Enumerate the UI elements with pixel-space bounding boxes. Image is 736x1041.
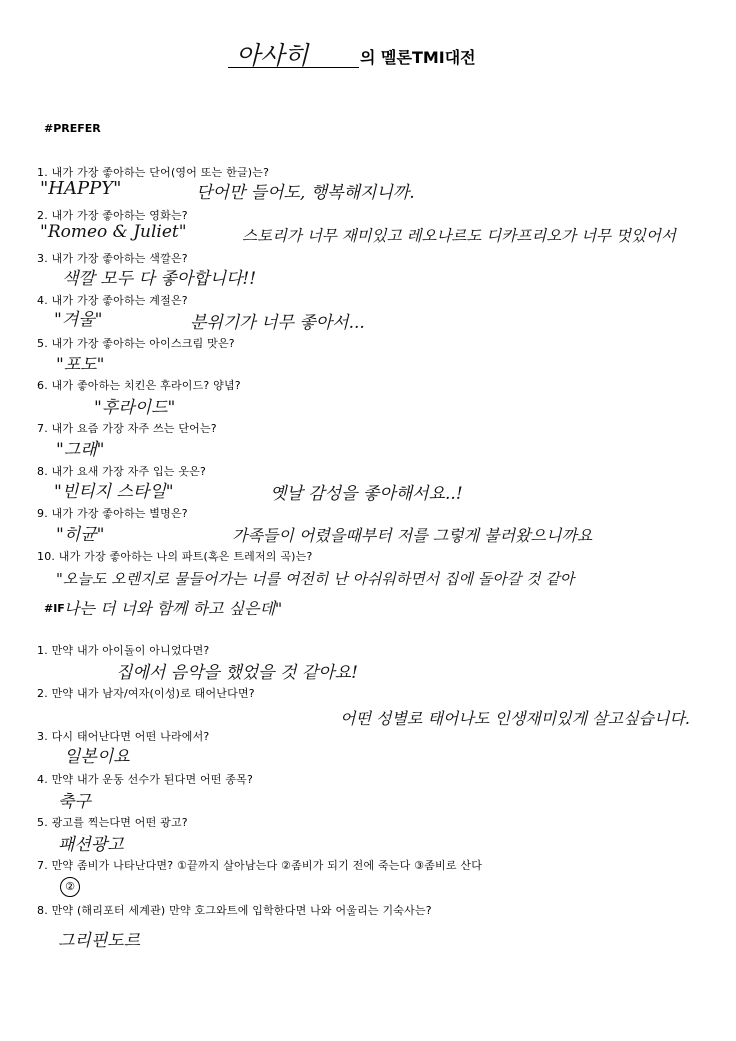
answer: 축구 xyxy=(58,792,91,812)
question: 5. 내가 가장 좋아하는 아이스크림 맛은? xyxy=(37,337,235,350)
answer: "겨울" xyxy=(54,310,103,330)
answer-comment: 스토리가 너무 재미있고 레오나르도 디카프리오가 너무 멋있어서 xyxy=(242,227,676,245)
answer: 집에서 음악을 했었을 것 같아요! xyxy=(116,663,358,683)
answer: "Romeo & Juliet" xyxy=(40,222,187,242)
question: 2. 만약 내가 남자/여자(이성)로 태어난다면? xyxy=(37,687,255,700)
question: 4. 만약 내가 운동 선수가 된다면 어떤 종목? xyxy=(37,773,254,786)
question: 3. 다시 태어난다면 어떤 나라에서? xyxy=(37,730,210,743)
question: 2. 내가 가장 좋아하는 영화는? xyxy=(37,209,188,222)
title-underline xyxy=(228,67,359,68)
question: 6. 내가 좋아하는 치킨은 후라이드? 양념? xyxy=(37,379,241,392)
question: 5. 광고를 찍는다면 어떤 광고? xyxy=(37,816,188,829)
answer: "빈티지 스타일" xyxy=(54,482,174,502)
answer: "히균" xyxy=(56,525,105,545)
answer-continued: 나는 더 너와 함께 하고 싶은데" xyxy=(64,599,283,618)
question: 7. 만약 좀비가 나타난다면? ①끝까지 살아남는다 ②좀비가 되기 전에 죽는다 ③좀비로 산다 xyxy=(37,859,483,872)
answer-comment: 가족들이 어렸을때부터 저를 그렇게 불러왔으니까요 xyxy=(232,526,593,545)
section-prefer-heading: #PREFER xyxy=(44,122,101,135)
question: 8. 만약 (해리포터 세계관) 만약 호그와트에 입학한다면 나와 어울리는 기숙사는? xyxy=(37,904,432,917)
answer: "그래" xyxy=(56,440,105,460)
section-if-heading: #IF xyxy=(44,602,65,615)
answer-comment: 분위기가 너무 좋아서... xyxy=(190,313,365,333)
answer: 색깔 모두 다 좋아합니다!! xyxy=(62,269,257,289)
page-title: 의 멜론TMI대전 xyxy=(360,48,476,67)
question: 1. 만약 내가 아이돌이 아니었다면? xyxy=(37,644,210,657)
question: 7. 내가 요즘 가장 자주 쓰는 단어는? xyxy=(37,422,217,435)
question: 4. 내가 가장 좋아하는 계절은? xyxy=(37,294,188,307)
answer: 그리핀도르 xyxy=(58,931,141,951)
question: 3. 내가 가장 좋아하는 색깔은? xyxy=(37,252,188,265)
answer: "후라이드" xyxy=(94,398,176,418)
answer: 일본이요 xyxy=(64,747,130,767)
title-handwritten-name: 아사히 xyxy=(236,41,309,70)
answer-comment: 옛날 감성을 좋아해서요..! xyxy=(270,484,463,504)
answer: "포도" xyxy=(56,355,105,375)
question: 8. 내가 요새 가장 자주 입는 옷은? xyxy=(37,465,207,478)
answer-comment: 단어만 들어도, 행복해지니까. xyxy=(196,183,415,203)
answer: 어떤 성별로 태어나도 인생재미있게 살고싶습니다. xyxy=(340,709,691,728)
answer: "HAPPY" xyxy=(40,178,122,199)
answer: "오늘도 오렌지로 물들어가는 너를 여전히 난 아쉬워하면서 집에 돌아갈 것 같아 xyxy=(56,570,575,588)
question: 9. 내가 가장 좋아하는 별명은? xyxy=(37,507,188,520)
answer-choice-circle: ② xyxy=(60,877,80,897)
question: 10. 내가 가장 좋아하는 나의 파트(혹은 트레저의 곡)는? xyxy=(37,550,313,563)
question: 1. 내가 가장 좋아하는 단어(영어 또는 한글)는? xyxy=(37,166,270,179)
answer: 패션광고 xyxy=(58,835,124,855)
title-row xyxy=(0,36,736,76)
